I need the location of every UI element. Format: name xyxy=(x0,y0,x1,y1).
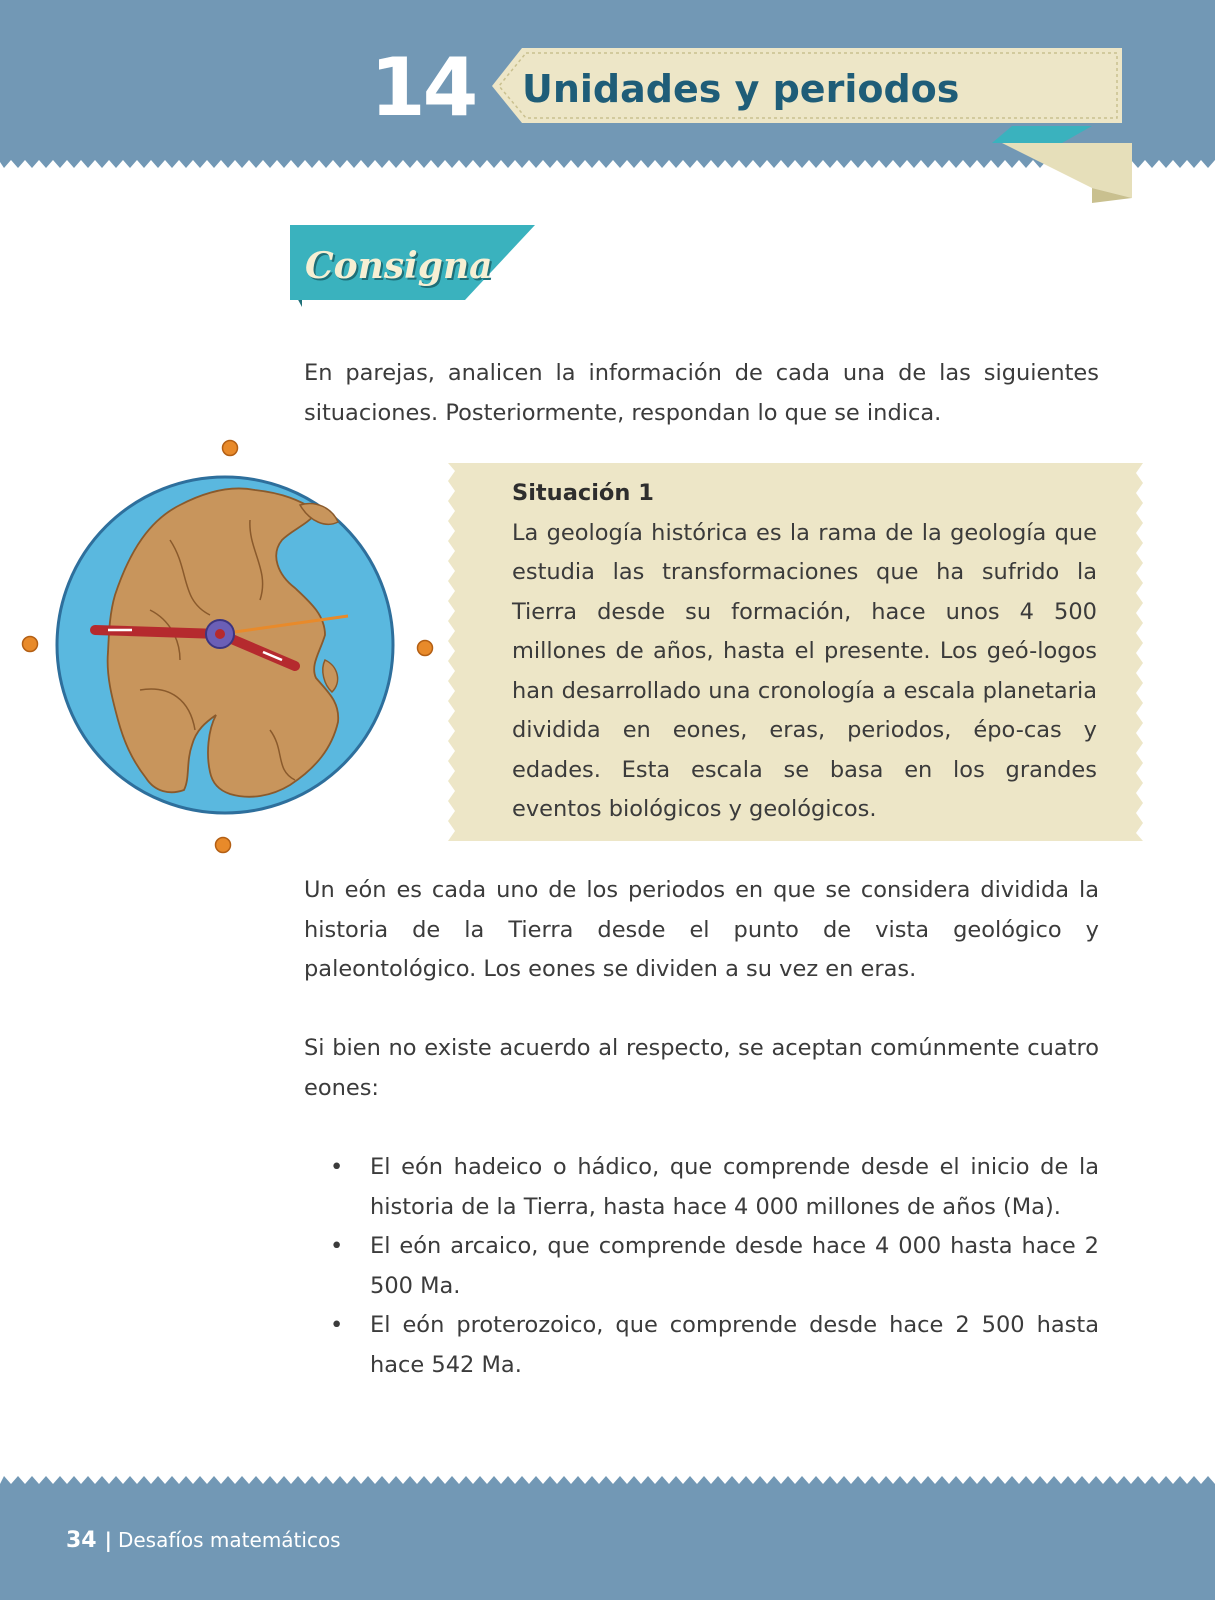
lesson-number: 14 xyxy=(370,41,476,134)
eons-intro-paragraph: Si bien no existe acuerdo al respecto, se aceptan comúnmente cuatro eones: xyxy=(304,1035,1099,1101)
orange-dot-top xyxy=(223,441,238,456)
page-number: 34 xyxy=(66,1528,97,1553)
eons-list xyxy=(330,1148,1099,1385)
list-item: • El eón hadeico o hádico, que comprende desde el inicio de la historia de la Tierra, hasta hace 4 000 millones de años (Ma). xyxy=(330,1148,1099,1227)
footer-separator: | xyxy=(104,1528,112,1552)
page-footer xyxy=(66,1525,341,1556)
orange-dot-bottom xyxy=(216,838,231,853)
earth-clock-illustration xyxy=(20,430,440,860)
orange-dot-right xyxy=(418,641,433,656)
lesson-title: Unidades y periodos xyxy=(522,67,960,111)
situation-content xyxy=(512,474,1097,830)
eon-definition-paragraph: Un eón es cada uno de los periodos en que se considera dividida la historia de la Tierra desde el punto de vista geológico y paleontológico. Los eones se dividen a su vez en eras. xyxy=(304,877,1099,982)
list-item: • El eón arcaico, que comprende desde hace 4 000 hasta hace 2 500 Ma. xyxy=(330,1227,1099,1306)
situation-text: La geología histórica es la rama de la geología que estudia las transformaciones que ha sufrido la Tierra desde su formación, hace unos 4 500 millones de años, hasta el presente. Los geó-logos han desarrollado una cronología a escala planetaria dividida en eones, eras, periodos, épo-cas y edades. Esta escala se basa en los grandes eventos biológicos y geológicos. xyxy=(512,519,1097,822)
consigna-label: Consigna xyxy=(305,245,493,287)
list-item: • El eón proterozoico, que comprende desde hace 2 500 hasta hace 542 Ma. xyxy=(330,1306,1099,1385)
intro-paragraph: En parejas, analicen la información de cada una de las siguientes situaciones. Posteriormente, respondan lo que se indica. xyxy=(304,360,1099,426)
situation-title: Situación 1 xyxy=(512,480,654,506)
book-title: Desafíos matemáticos xyxy=(117,1528,341,1552)
orange-dot-left xyxy=(23,637,38,652)
